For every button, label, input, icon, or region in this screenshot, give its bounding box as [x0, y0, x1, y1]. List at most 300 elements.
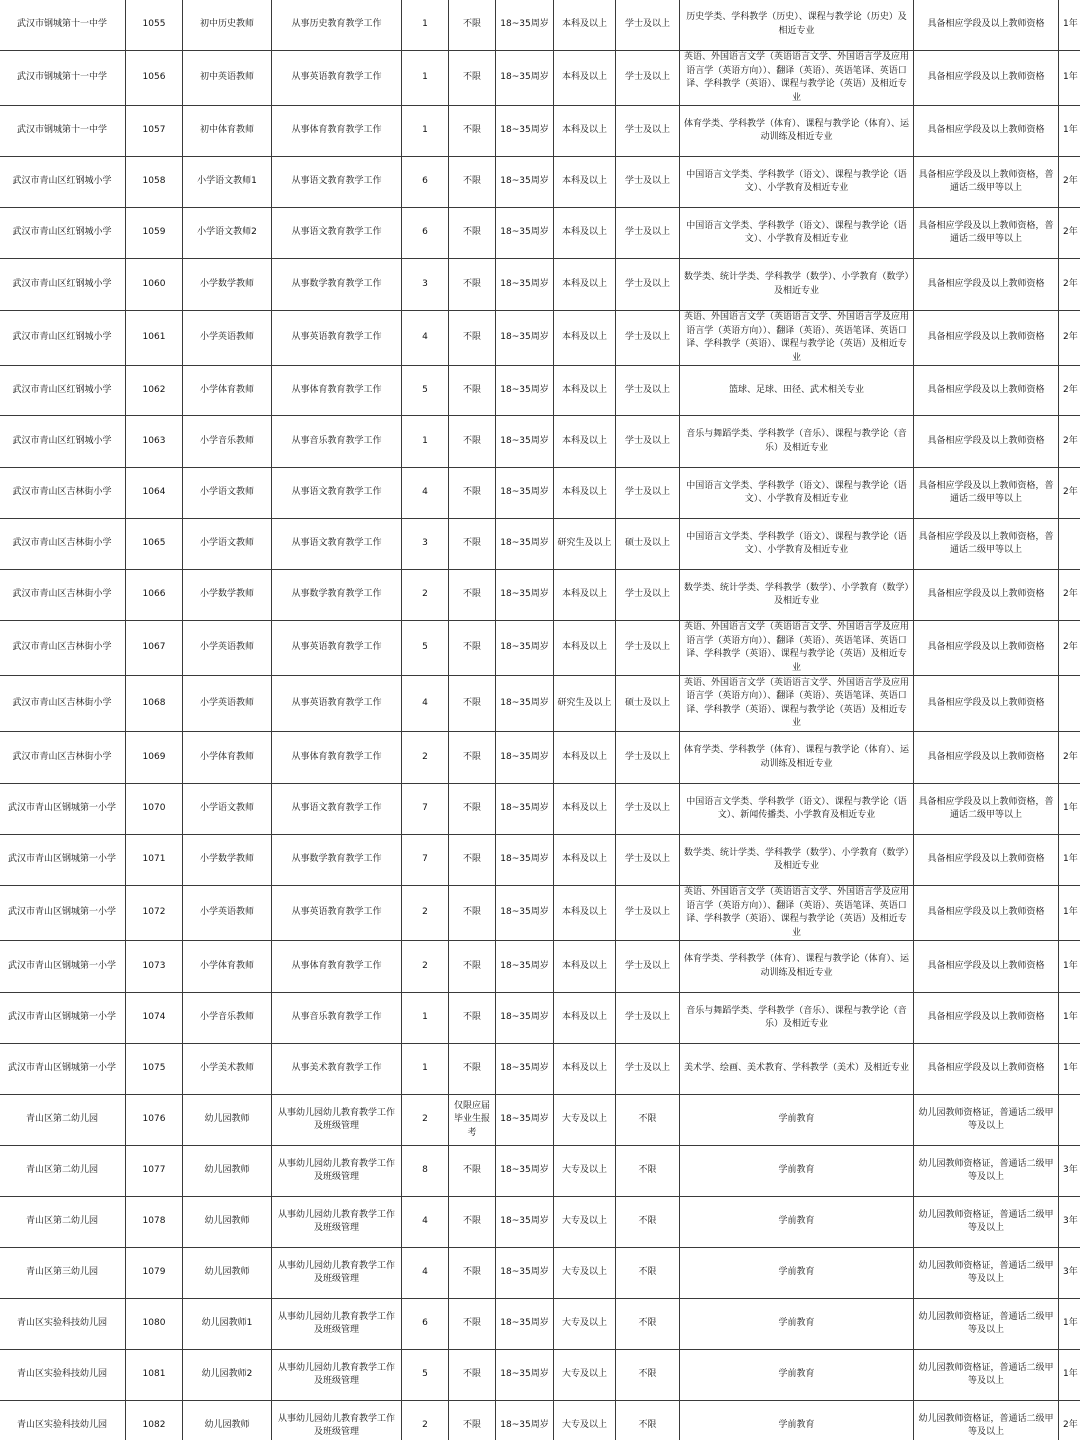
major-cell: 体育学类、学科教学（体育）、课程与教学论（体育）、运动训练及相近专业	[680, 732, 914, 784]
degree-cell: 硕士及以上	[616, 676, 680, 732]
degree-cell: 不限	[616, 1248, 680, 1299]
school-cell: 武汉市青山区吉林街小学	[0, 570, 126, 621]
school-cell: 武汉市青山区吉林街小学	[0, 519, 126, 570]
table-row	[0, 835, 1080, 886]
major-cell: 学前教育	[680, 1350, 914, 1401]
age-cell: 18~35周岁	[496, 106, 554, 157]
certificate-cell: 具备相应学段及以上教师资格，普通话二级甲等以上	[914, 468, 1059, 519]
major-cell: 学前教育	[680, 1197, 914, 1248]
school-cell: 武汉市青山区红钢城小学	[0, 416, 126, 468]
certificate-cell: 具备相应学段及以上教师资格	[914, 835, 1059, 886]
applicant-limit-cell: 不限	[449, 570, 496, 621]
applicant-limit-cell: 不限	[449, 208, 496, 259]
headcount-cell: 1	[402, 416, 449, 468]
age-cell: 18~35周岁	[496, 732, 554, 784]
degree-cell: 不限	[616, 1146, 680, 1197]
age-cell: 18~35周岁	[496, 416, 554, 468]
school-cell: 武汉市青山区吉林街小学	[0, 621, 126, 676]
certificate-cell: 幼儿园教师资格证，普通话二级甲等及以上	[914, 1248, 1059, 1299]
education-cell: 本科及以上	[554, 157, 616, 208]
duty-cell: 从事美术教育教学工作	[272, 1044, 402, 1095]
table-row	[0, 51, 1080, 106]
certificate-cell: 具备相应学段及以上教师资格	[914, 51, 1059, 106]
education-cell: 本科及以上	[554, 259, 616, 311]
school-cell: 武汉市青山区吉林街小学	[0, 468, 126, 519]
table-row	[0, 676, 1080, 732]
major-cell: 英语、外国语言文学（英语语言文学、外国语言学及应用语言学（英语方向））、翻译（英语）、英语笔译、英语口译、学科教学（英语）、课程与教学论（英语）及相近专业	[680, 886, 914, 941]
table-row	[0, 519, 1080, 570]
position-code-cell: 1068	[126, 676, 183, 732]
certificate-cell: 具备相应学段及以上教师资格	[914, 311, 1059, 366]
duty-cell: 从事音乐教育教学工作	[272, 993, 402, 1044]
post-name-cell: 小学数学教师	[183, 570, 272, 621]
age-cell: 18~35周岁	[496, 993, 554, 1044]
applicant-limit-cell: 不限	[449, 1401, 496, 1440]
extra-cell: 2年	[1059, 311, 1080, 366]
major-cell: 中国语言文学类、学科教学（语文）、课程与教学论（语文）、新闻传播类、小学教育及相近专业	[680, 784, 914, 835]
degree-cell: 学士及以上	[616, 208, 680, 259]
age-cell: 18~35周岁	[496, 784, 554, 835]
education-cell: 本科及以上	[554, 416, 616, 468]
applicant-limit-cell: 不限	[449, 259, 496, 311]
certificate-cell: 具备相应学段及以上教师资格	[914, 676, 1059, 732]
age-cell: 18~35周岁	[496, 1095, 554, 1146]
degree-cell: 不限	[616, 1350, 680, 1401]
duty-cell: 从事语文教育教学工作	[272, 468, 402, 519]
table-row	[0, 0, 1080, 51]
applicant-limit-cell: 不限	[449, 1299, 496, 1350]
extra-cell: 3年	[1059, 1146, 1080, 1197]
headcount-cell: 4	[402, 1197, 449, 1248]
table-row	[0, 1044, 1080, 1095]
applicant-limit-cell: 不限	[449, 886, 496, 941]
applicant-limit-cell: 不限	[449, 519, 496, 570]
duty-cell: 从事幼儿园幼儿教育教学工作及班级管理	[272, 1095, 402, 1146]
position-code-cell: 1069	[126, 732, 183, 784]
applicant-limit-cell: 不限	[449, 676, 496, 732]
degree-cell: 学士及以上	[616, 570, 680, 621]
school-cell: 青山区实验科技幼儿园	[0, 1299, 126, 1350]
extra-cell: 1年	[1059, 993, 1080, 1044]
extra-cell: 1年	[1059, 106, 1080, 157]
headcount-cell: 2	[402, 570, 449, 621]
duty-cell: 从事英语教育教学工作	[272, 621, 402, 676]
applicant-limit-cell: 不限	[449, 732, 496, 784]
applicant-limit-cell: 不限	[449, 941, 496, 993]
headcount-cell: 1	[402, 993, 449, 1044]
position-code-cell: 1079	[126, 1248, 183, 1299]
education-cell: 本科及以上	[554, 941, 616, 993]
table-row	[0, 1299, 1080, 1350]
duty-cell: 从事数学教育教学工作	[272, 259, 402, 311]
school-cell: 青山区第二幼儿园	[0, 1095, 126, 1146]
duty-cell: 从事幼儿园幼儿教育教学工作及班级管理	[272, 1401, 402, 1440]
degree-cell: 学士及以上	[616, 886, 680, 941]
degree-cell: 学士及以上	[616, 784, 680, 835]
school-cell: 武汉市青山区钢城第一小学	[0, 941, 126, 993]
education-cell: 本科及以上	[554, 208, 616, 259]
post-name-cell: 小学语文教师	[183, 468, 272, 519]
position-code-cell: 1059	[126, 208, 183, 259]
school-cell: 武汉市青山区红钢城小学	[0, 157, 126, 208]
table-row	[0, 1197, 1080, 1248]
education-cell: 本科及以上	[554, 0, 616, 51]
position-code-cell: 1072	[126, 886, 183, 941]
certificate-cell: 具备相应学段及以上教师资格	[914, 416, 1059, 468]
extra-cell	[1059, 676, 1080, 732]
duty-cell: 从事体育教育教学工作	[272, 941, 402, 993]
duty-cell: 从事体育教育教学工作	[272, 732, 402, 784]
table-row	[0, 366, 1080, 416]
degree-cell: 学士及以上	[616, 259, 680, 311]
extra-cell: 2年	[1059, 621, 1080, 676]
extra-cell	[1059, 1095, 1080, 1146]
duty-cell: 从事语文教育教学工作	[272, 208, 402, 259]
age-cell: 18~35周岁	[496, 1044, 554, 1095]
position-code-cell: 1062	[126, 366, 183, 416]
position-code-cell: 1073	[126, 941, 183, 993]
headcount-cell: 7	[402, 835, 449, 886]
extra-cell: 2年	[1059, 366, 1080, 416]
headcount-cell: 5	[402, 1350, 449, 1401]
certificate-cell: 具备相应学段及以上教师资格	[914, 366, 1059, 416]
post-name-cell: 幼儿园教师	[183, 1401, 272, 1440]
age-cell: 18~35周岁	[496, 311, 554, 366]
age-cell: 18~35周岁	[496, 570, 554, 621]
table-row	[0, 1095, 1080, 1146]
major-cell: 英语、外国语言文学（英语语言文学、外国语言学及应用语言学（英语方向））、翻译（英语）、英语笔译、英语口译、学科教学（英语）、课程与教学论（英语）及相近专业	[680, 311, 914, 366]
major-cell: 历史学类、学科教学（历史）、课程与教学论（历史）及相近专业	[680, 0, 914, 51]
position-code-cell: 1067	[126, 621, 183, 676]
school-cell: 武汉市青山区钢城第一小学	[0, 835, 126, 886]
degree-cell: 学士及以上	[616, 1044, 680, 1095]
age-cell: 18~35周岁	[496, 0, 554, 51]
duty-cell: 从事幼儿园幼儿教育教学工作及班级管理	[272, 1146, 402, 1197]
major-cell: 数学类、统计学类、学科教学（数学）、小学教育（数学）及相近专业	[680, 835, 914, 886]
school-cell: 武汉市青山区吉林街小学	[0, 732, 126, 784]
degree-cell: 学士及以上	[616, 941, 680, 993]
school-cell: 武汉市青山区红钢城小学	[0, 366, 126, 416]
headcount-cell: 5	[402, 621, 449, 676]
duty-cell: 从事语文教育教学工作	[272, 519, 402, 570]
headcount-cell: 1	[402, 0, 449, 51]
post-name-cell: 幼儿园教师	[183, 1248, 272, 1299]
post-name-cell: 幼儿园教师1	[183, 1299, 272, 1350]
applicant-limit-cell: 仅限应届毕业生报考	[449, 1095, 496, 1146]
table-row	[0, 1401, 1080, 1440]
major-cell: 学前教育	[680, 1248, 914, 1299]
position-code-cell: 1055	[126, 0, 183, 51]
duty-cell: 从事英语教育教学工作	[272, 886, 402, 941]
position-code-cell: 1058	[126, 157, 183, 208]
degree-cell: 不限	[616, 1197, 680, 1248]
age-cell: 18~35周岁	[496, 1299, 554, 1350]
post-name-cell: 小学语文教师1	[183, 157, 272, 208]
education-cell: 本科及以上	[554, 835, 616, 886]
major-cell: 英语、外国语言文学（英语语言文学、外国语言学及应用语言学（英语方向））、翻译（英语）、英语笔译、英语口译、学科教学（英语）、课程与教学论（英语）及相近专业	[680, 621, 914, 676]
table-row	[0, 1146, 1080, 1197]
certificate-cell: 具备相应学段及以上教师资格	[914, 0, 1059, 51]
degree-cell: 不限	[616, 1299, 680, 1350]
education-cell: 本科及以上	[554, 106, 616, 157]
table-row	[0, 416, 1080, 468]
degree-cell: 学士及以上	[616, 311, 680, 366]
post-name-cell: 小学英语教师	[183, 621, 272, 676]
major-cell: 中国语言文学类、学科教学（语文）、课程与教学论（语文）、小学教育及相近专业	[680, 519, 914, 570]
table-row	[0, 784, 1080, 835]
post-name-cell: 小学体育教师	[183, 732, 272, 784]
major-cell: 数学类、统计学类、学科教学（数学）、小学教育（数学）及相近专业	[680, 570, 914, 621]
education-cell: 本科及以上	[554, 570, 616, 621]
degree-cell: 硕士及以上	[616, 519, 680, 570]
applicant-limit-cell: 不限	[449, 157, 496, 208]
age-cell: 18~35周岁	[496, 676, 554, 732]
degree-cell: 学士及以上	[616, 468, 680, 519]
certificate-cell: 具备相应学段及以上教师资格，普通话二级甲等以上	[914, 157, 1059, 208]
post-name-cell: 小学语文教师2	[183, 208, 272, 259]
certificate-cell: 具备相应学段及以上教师资格	[914, 886, 1059, 941]
table-row	[0, 1350, 1080, 1401]
education-cell: 本科及以上	[554, 621, 616, 676]
applicant-limit-cell: 不限	[449, 106, 496, 157]
age-cell: 18~35周岁	[496, 1248, 554, 1299]
certificate-cell: 幼儿园教师资格证，普通话二级甲等及以上	[914, 1401, 1059, 1440]
duty-cell: 从事英语教育教学工作	[272, 51, 402, 106]
headcount-cell: 8	[402, 1146, 449, 1197]
headcount-cell: 2	[402, 886, 449, 941]
table-row	[0, 259, 1080, 311]
major-cell: 英语、外国语言文学（英语语言文学、外国语言学及应用语言学（英语方向））、翻译（英语）、英语笔译、英语口译、学科教学（英语）、课程与教学论（英语）及相近专业	[680, 676, 914, 732]
position-code-cell: 1081	[126, 1350, 183, 1401]
education-cell: 本科及以上	[554, 311, 616, 366]
certificate-cell: 具备相应学段及以上教师资格	[914, 732, 1059, 784]
major-cell: 篮球、足球、田径、武术相关专业	[680, 366, 914, 416]
age-cell: 18~35周岁	[496, 835, 554, 886]
headcount-cell: 6	[402, 1299, 449, 1350]
extra-cell: 1年	[1059, 784, 1080, 835]
table-row	[0, 621, 1080, 676]
school-cell: 青山区第二幼儿园	[0, 1197, 126, 1248]
education-cell: 本科及以上	[554, 51, 616, 106]
headcount-cell: 2	[402, 732, 449, 784]
position-code-cell: 1074	[126, 993, 183, 1044]
headcount-cell: 2	[402, 1401, 449, 1440]
degree-cell: 学士及以上	[616, 993, 680, 1044]
position-code-cell: 1063	[126, 416, 183, 468]
position-code-cell: 1065	[126, 519, 183, 570]
age-cell: 18~35周岁	[496, 366, 554, 416]
headcount-cell: 4	[402, 1248, 449, 1299]
applicant-limit-cell: 不限	[449, 784, 496, 835]
major-cell: 美术学、绘画、美术教育、学科教学（美术）及相近专业	[680, 1044, 914, 1095]
duty-cell: 从事语文教育教学工作	[272, 157, 402, 208]
degree-cell: 学士及以上	[616, 732, 680, 784]
table-row	[0, 732, 1080, 784]
position-code-cell: 1061	[126, 311, 183, 366]
applicant-limit-cell: 不限	[449, 1248, 496, 1299]
headcount-cell: 1	[402, 51, 449, 106]
duty-cell: 从事历史教育教学工作	[272, 0, 402, 51]
headcount-cell: 2	[402, 1095, 449, 1146]
degree-cell: 不限	[616, 1095, 680, 1146]
table-row	[0, 157, 1080, 208]
table-row	[0, 941, 1080, 993]
post-name-cell: 初中英语教师	[183, 51, 272, 106]
extra-cell: 2年	[1059, 1401, 1080, 1440]
certificate-cell: 具备相应学段及以上教师资格	[914, 941, 1059, 993]
post-name-cell: 初中历史教师	[183, 0, 272, 51]
duty-cell: 从事体育教育教学工作	[272, 106, 402, 157]
school-cell: 青山区实验科技幼儿园	[0, 1350, 126, 1401]
table-row	[0, 886, 1080, 941]
position-code-cell: 1064	[126, 468, 183, 519]
post-name-cell: 小学体育教师	[183, 366, 272, 416]
applicant-limit-cell: 不限	[449, 468, 496, 519]
position-code-cell: 1076	[126, 1095, 183, 1146]
major-cell: 中国语言文学类、学科教学（语文）、课程与教学论（语文）、小学教育及相近专业	[680, 157, 914, 208]
duty-cell: 从事语文教育教学工作	[272, 784, 402, 835]
extra-cell: 1年	[1059, 941, 1080, 993]
position-code-cell: 1057	[126, 106, 183, 157]
school-cell: 武汉市青山区钢城第一小学	[0, 993, 126, 1044]
degree-cell: 学士及以上	[616, 835, 680, 886]
certificate-cell: 具备相应学段及以上教师资格	[914, 259, 1059, 311]
post-name-cell: 小学数学教师	[183, 259, 272, 311]
major-cell: 音乐与舞蹈学类、学科教学（音乐）、课程与教学论（音乐）及相近专业	[680, 993, 914, 1044]
position-code-cell: 1060	[126, 259, 183, 311]
extra-cell: 1年	[1059, 1299, 1080, 1350]
headcount-cell: 4	[402, 311, 449, 366]
age-cell: 18~35周岁	[496, 157, 554, 208]
headcount-cell: 3	[402, 519, 449, 570]
post-name-cell: 小学英语教师	[183, 676, 272, 732]
position-code-cell: 1075	[126, 1044, 183, 1095]
school-cell: 武汉市钢城第十一中学	[0, 106, 126, 157]
degree-cell: 学士及以上	[616, 416, 680, 468]
extra-cell: 1年	[1059, 51, 1080, 106]
table-row	[0, 1248, 1080, 1299]
major-cell: 英语、外国语言文学（英语语言文学、外国语言学及应用语言学（英语方向））、翻译（英语）、英语笔译、英语口译、学科教学（英语）、课程与教学论（英语）及相近专业	[680, 51, 914, 106]
school-cell: 武汉市青山区红钢城小学	[0, 259, 126, 311]
education-cell: 大专及以上	[554, 1248, 616, 1299]
table-row	[0, 468, 1080, 519]
headcount-cell: 7	[402, 784, 449, 835]
duty-cell: 从事英语教育教学工作	[272, 311, 402, 366]
position-code-cell: 1082	[126, 1401, 183, 1440]
post-name-cell: 小学体育教师	[183, 941, 272, 993]
position-code-cell: 1056	[126, 51, 183, 106]
certificate-cell: 具备相应学段及以上教师资格	[914, 621, 1059, 676]
school-cell: 武汉市青山区红钢城小学	[0, 208, 126, 259]
duty-cell: 从事幼儿园幼儿教育教学工作及班级管理	[272, 1248, 402, 1299]
table-row	[0, 993, 1080, 1044]
headcount-cell: 5	[402, 366, 449, 416]
applicant-limit-cell: 不限	[449, 1350, 496, 1401]
headcount-cell: 1	[402, 1044, 449, 1095]
extra-cell: 2年	[1059, 208, 1080, 259]
extra-cell: 1年	[1059, 886, 1080, 941]
certificate-cell: 具备相应学段及以上教师资格	[914, 106, 1059, 157]
position-code-cell: 1080	[126, 1299, 183, 1350]
school-cell: 武汉市钢城第十一中学	[0, 51, 126, 106]
major-cell: 体育学类、学科教学（体育）、课程与教学论（体育）、运动训练及相近专业	[680, 941, 914, 993]
school-cell: 武汉市青山区钢城第一小学	[0, 784, 126, 835]
school-cell: 武汉市钢城第十一中学	[0, 0, 126, 51]
education-cell: 本科及以上	[554, 993, 616, 1044]
certificate-cell: 具备相应学段及以上教师资格	[914, 993, 1059, 1044]
extra-cell	[1059, 519, 1080, 570]
applicant-limit-cell: 不限	[449, 621, 496, 676]
applicant-limit-cell: 不限	[449, 835, 496, 886]
age-cell: 18~35周岁	[496, 51, 554, 106]
extra-cell: 3年	[1059, 1248, 1080, 1299]
headcount-cell: 4	[402, 676, 449, 732]
age-cell: 18~35周岁	[496, 519, 554, 570]
age-cell: 18~35周岁	[496, 1350, 554, 1401]
age-cell: 18~35周岁	[496, 1401, 554, 1440]
table-row	[0, 311, 1080, 366]
degree-cell: 学士及以上	[616, 621, 680, 676]
duty-cell: 从事幼儿园幼儿教育教学工作及班级管理	[272, 1299, 402, 1350]
major-cell: 学前教育	[680, 1401, 914, 1440]
education-cell: 大专及以上	[554, 1350, 616, 1401]
degree-cell: 学士及以上	[616, 106, 680, 157]
headcount-cell: 2	[402, 941, 449, 993]
headcount-cell: 6	[402, 208, 449, 259]
position-code-cell: 1066	[126, 570, 183, 621]
school-cell: 武汉市青山区吉林街小学	[0, 676, 126, 732]
age-cell: 18~35周岁	[496, 1146, 554, 1197]
duty-cell: 从事音乐教育教学工作	[272, 416, 402, 468]
duty-cell: 从事体育教育教学工作	[272, 366, 402, 416]
headcount-cell: 3	[402, 259, 449, 311]
school-cell: 青山区第二幼儿园	[0, 1146, 126, 1197]
applicant-limit-cell: 不限	[449, 1146, 496, 1197]
education-cell: 本科及以上	[554, 366, 616, 416]
major-cell: 中国语言文学类、学科教学（语文）、课程与教学论（语文）、小学教育及相近专业	[680, 208, 914, 259]
degree-cell: 学士及以上	[616, 157, 680, 208]
duty-cell: 从事数学教育教学工作	[272, 835, 402, 886]
extra-cell: 2年	[1059, 157, 1080, 208]
applicant-limit-cell: 不限	[449, 0, 496, 51]
age-cell: 18~35周岁	[496, 208, 554, 259]
certificate-cell: 具备相应学段及以上教师资格	[914, 570, 1059, 621]
age-cell: 18~35周岁	[496, 886, 554, 941]
applicant-limit-cell: 不限	[449, 366, 496, 416]
certificate-cell: 具备相应学段及以上教师资格	[914, 1044, 1059, 1095]
age-cell: 18~35周岁	[496, 621, 554, 676]
post-name-cell: 小学数学教师	[183, 835, 272, 886]
table-row	[0, 570, 1080, 621]
extra-cell: 3年	[1059, 1197, 1080, 1248]
post-name-cell: 小学英语教师	[183, 886, 272, 941]
education-cell: 本科及以上	[554, 468, 616, 519]
duty-cell: 从事英语教育教学工作	[272, 676, 402, 732]
post-name-cell: 小学音乐教师	[183, 416, 272, 468]
headcount-cell: 1	[402, 106, 449, 157]
age-cell: 18~35周岁	[496, 259, 554, 311]
certificate-cell: 幼儿园教师资格证，普通话二级甲等及以上	[914, 1146, 1059, 1197]
education-cell: 大专及以上	[554, 1401, 616, 1440]
major-cell: 体育学类、学科教学（体育）、课程与教学论（体育）、运动训练及相近专业	[680, 106, 914, 157]
degree-cell: 学士及以上	[616, 51, 680, 106]
applicant-limit-cell: 不限	[449, 416, 496, 468]
education-cell: 本科及以上	[554, 1044, 616, 1095]
major-cell: 音乐与舞蹈学类、学科教学（音乐）、课程与教学论（音乐）及相近专业	[680, 416, 914, 468]
table-row	[0, 106, 1080, 157]
applicant-limit-cell: 不限	[449, 1044, 496, 1095]
extra-cell: 1年	[1059, 1350, 1080, 1401]
